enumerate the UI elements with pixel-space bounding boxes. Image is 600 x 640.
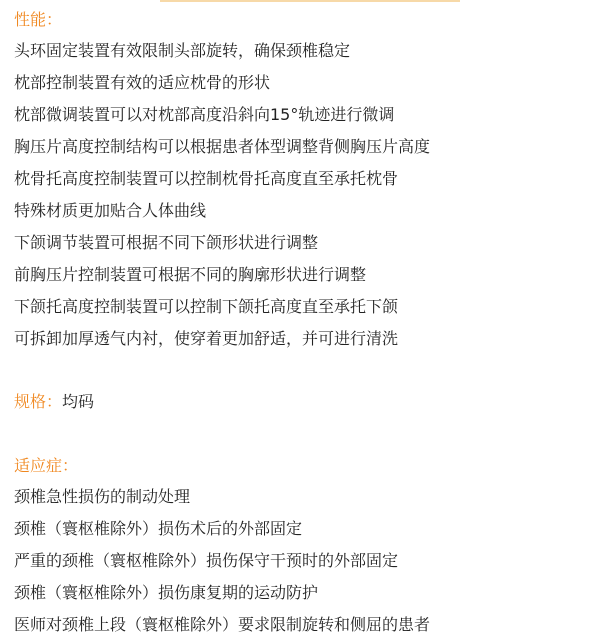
feature-item: 前胸压片控制装置可根据不同的胸廓形状进行调整 bbox=[14, 265, 367, 284]
feature-item: 枕部控制装置有效的适应枕骨的形状 bbox=[14, 73, 271, 92]
feature-item: 头环固定装置有效限制头部旋转，确保颈椎稳定 bbox=[14, 41, 351, 60]
feature-item: 下颌托高度控制装置可以控制下颌托高度直至承托下颌 bbox=[14, 297, 399, 316]
indication-item: 颈椎（寰枢椎除外）损伤术后的外部固定 bbox=[14, 519, 303, 538]
spec-row bbox=[14, 392, 94, 412]
indication-item: 颈椎急性损伤的制动处理 bbox=[14, 487, 191, 506]
feature-item: 下颌调节装置可根据不同下颌形状进行调整 bbox=[14, 233, 319, 252]
spec-title: 规格： bbox=[14, 392, 63, 411]
indication-item: 医师对颈椎上段（寰枢椎除外）要求限制旋转和侧屈的患者 bbox=[14, 615, 431, 634]
features-title: 性能： bbox=[14, 10, 63, 29]
feature-item: 特殊材质更加贴合人体曲线 bbox=[14, 201, 207, 220]
indication-item: 颈椎（寰枢椎除外）损伤康复期的运动防护 bbox=[14, 583, 319, 602]
feature-item: 可拆卸加厚透气内衬，使穿着更加舒适，并可进行清洗 bbox=[14, 329, 399, 348]
top-decorative-bar bbox=[160, 0, 460, 2]
indications-title: 适应症： bbox=[14, 456, 79, 475]
spec-value: 均码 bbox=[62, 392, 95, 411]
feature-item: 枕部微调装置可以对枕部高度沿斜向15°轨迹进行微调 bbox=[14, 105, 395, 124]
feature-item: 枕骨托高度控制装置可以控制枕骨托高度直至承托枕骨 bbox=[14, 169, 399, 188]
feature-item: 胸压片高度控制结构可以根据患者体型调整背侧胸压片高度 bbox=[14, 137, 431, 156]
indication-item: 严重的颈椎（寰枢椎除外）损伤保守干预时的外部固定 bbox=[14, 551, 399, 570]
